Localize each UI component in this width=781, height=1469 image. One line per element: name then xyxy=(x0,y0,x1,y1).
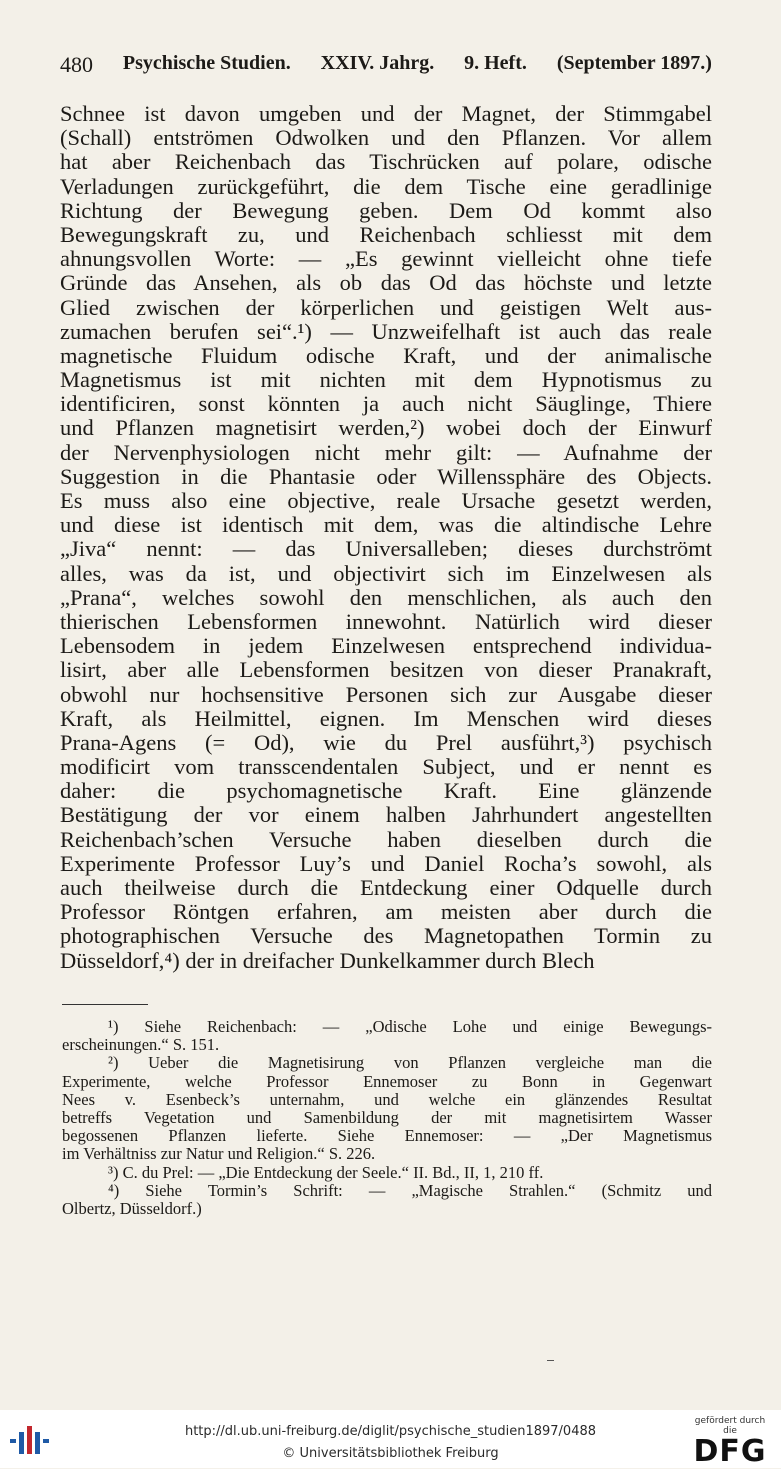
body-line: Kraft, als Heilmittel, eignen. Im Menschen wird dieses xyxy=(60,705,712,731)
body-line: Lebensodem in jedem Einzelwesen entsprechend individua- xyxy=(60,633,712,659)
body-line: (Schall) entströmen Odwolken und den Pflanzen. Vor allem xyxy=(60,125,712,151)
body-line: Suggestion in die Phantasie oder Willenssphäre des Objects. xyxy=(60,463,712,489)
body-line: Schnee ist davon umgeben und der Magnet, der Stimmgabel xyxy=(60,101,712,126)
body-line: Gründe das Ansehen, als ob das Od das höchste und letzte xyxy=(60,270,712,296)
body-line: hat aber Reichenbach das Tischrücken auf polare, odische xyxy=(60,149,712,175)
body-line: Glied zwischen der körperlichen und geistigen Welt aus- xyxy=(60,294,712,320)
page-number: 480 xyxy=(60,52,93,77)
issue-label: 9. Heft. xyxy=(464,52,527,74)
footnote-line: Olbertz, Düsseldorf.) xyxy=(62,1198,202,1218)
footnote-line: ³) C. du Prel: — „Die Entdeckung der Seele.“ II. Bd., II, 1, 210 ff. xyxy=(108,1162,544,1182)
dfg-logo xyxy=(688,1416,772,1469)
footnote-line: betreffs Vegetation und Samenbildung der mit magnetisirtem Wasser xyxy=(62,1107,712,1127)
body-line: der Nervenphysiologen nicht mehr gilt: — Aufnahme der xyxy=(60,439,712,465)
body-line: Reichenbach’schen Versuche haben dieselben durch die xyxy=(60,826,712,852)
body-line: daher: die psychomagnetische Kraft. Eine glänzende xyxy=(60,778,712,804)
body-line: Düsseldorf,⁴) der in dreifacher Dunkelkammer durch Blech xyxy=(60,947,595,973)
body-line: Es muss also eine objective, reale Ursache gesetzt werden, xyxy=(60,488,712,513)
footnote-line: ¹) Siehe Reichenbach: — „Odische Lohe und einige Bewegungs- xyxy=(108,1017,712,1036)
body-line: magnetische Fluidum odische Kraft, und der animalische xyxy=(60,342,712,368)
footnote-line: begossenen Pflanzen lieferte. Siehe Ennemoser: — „Der Magnetismus xyxy=(62,1126,712,1146)
volume-label: XXIV. Jahrg. xyxy=(320,52,435,74)
body-line: und Pflanzen magnetisirt werden,²) wobei doch der Einwurf xyxy=(60,415,712,441)
footnote-line: ⁴) Siehe Tormin’s Schrift: — „Magische Strahlen.“ (Schmitz und xyxy=(108,1180,712,1200)
journal-title: Psychische Studien. xyxy=(122,52,291,74)
footnote-line: erscheinungen.“ S. 151. xyxy=(62,1035,220,1055)
issue-date: (September 1897.) xyxy=(556,52,712,74)
footnote-line: ²) Ueber die Magnetisirung von Pflanzen vergleiche man die xyxy=(108,1053,712,1073)
body-line: und diese ist identisch mit dem, was die altindische Lehre xyxy=(60,512,712,538)
body-line: auch theilweise durch die Entdeckung einer Odquelle durch xyxy=(60,875,712,900)
footer-bar xyxy=(0,1410,781,1468)
body-line: Experimente Professor Luy’s und Daniel Rocha’s sowohl, als xyxy=(60,850,712,876)
page-mark xyxy=(547,1360,554,1361)
dfg-mark: DFG xyxy=(693,1434,767,1469)
body-line: Bewegungskraft zu, und Reichenbach schliesst mit dem xyxy=(60,221,712,247)
body-line: Bestätigung der vor einem halben Jahrhundert angestellten xyxy=(60,802,712,828)
running-header xyxy=(60,52,712,78)
body-line: photographischen Versuche des Magnetopathen Tormin zu xyxy=(60,923,712,949)
body-line: „Prana“, welches sowohl den menschlichen, als auch den xyxy=(60,584,712,610)
footnote-line: Nees v. Esenbeck’s unternahm, und welche ein glänzendes Resultat xyxy=(62,1089,712,1109)
body-line: identificiren, sonst könnten ja auch nicht Säuglinge, Thiere xyxy=(60,391,712,417)
body-line: Verladungen zurückgeführt, die dem Tische eine geradlinige xyxy=(60,173,712,199)
footnote-line: im Verhältniss zur Natur und Religion.“ S. 226. xyxy=(62,1144,376,1164)
body-line: Prana-Agens (= Od), wie du Prel ausführt,³) psychisch xyxy=(60,729,712,755)
dfg-caption: gefördert durch die xyxy=(694,1416,766,1436)
body-line: Richtung der Bewegung geben. Dem Od kommt also xyxy=(60,197,712,223)
body-text xyxy=(60,102,712,973)
body-line: thierischen Lebensformen innewohnt. Natürlich wird dieser xyxy=(60,608,712,634)
body-line: obwohl nur hochsensitive Personen sich zur Ausgabe dieser xyxy=(60,681,712,707)
body-line: Professor Röntgen erfahren, am meisten aber durch die xyxy=(60,899,712,925)
body-line: alles, was da ist, und objectivirt sich im Einzelwesen als xyxy=(60,560,712,586)
body-line: ahnungsvollen Worte: — „Es gewinnt vielleicht ohne tiefe xyxy=(60,246,712,272)
body-line: „Jiva“ nennt: — das Universalleben; dieses durchströmt xyxy=(60,536,712,562)
footnote-rule xyxy=(62,1004,148,1005)
body-line: Magnetismus ist mit nichten mit dem Hypnotismus zu xyxy=(60,367,712,393)
body-line: lisirt, aber alle Lebensformen besitzen von dieser Pranakraft, xyxy=(60,657,712,683)
source-url-link[interactable]: http://dl.ub.uni-freiburg.de/diglit/psychische_studien1897/0488 xyxy=(184,1424,597,1439)
body-line: zumachen berufen sei“.¹) — Unzweifelhaft ist auch das reale xyxy=(60,318,712,344)
copyright-text: © Universitätsbibliothek Freiburg xyxy=(282,1446,499,1461)
footnote-line: Experimente, welche Professor Ennemoser zu Bonn in Gegenwart xyxy=(62,1071,712,1091)
body-line: modificirt vom transscendentalen Subject, und er nennt es xyxy=(60,754,712,780)
footnotes xyxy=(62,1018,712,1218)
